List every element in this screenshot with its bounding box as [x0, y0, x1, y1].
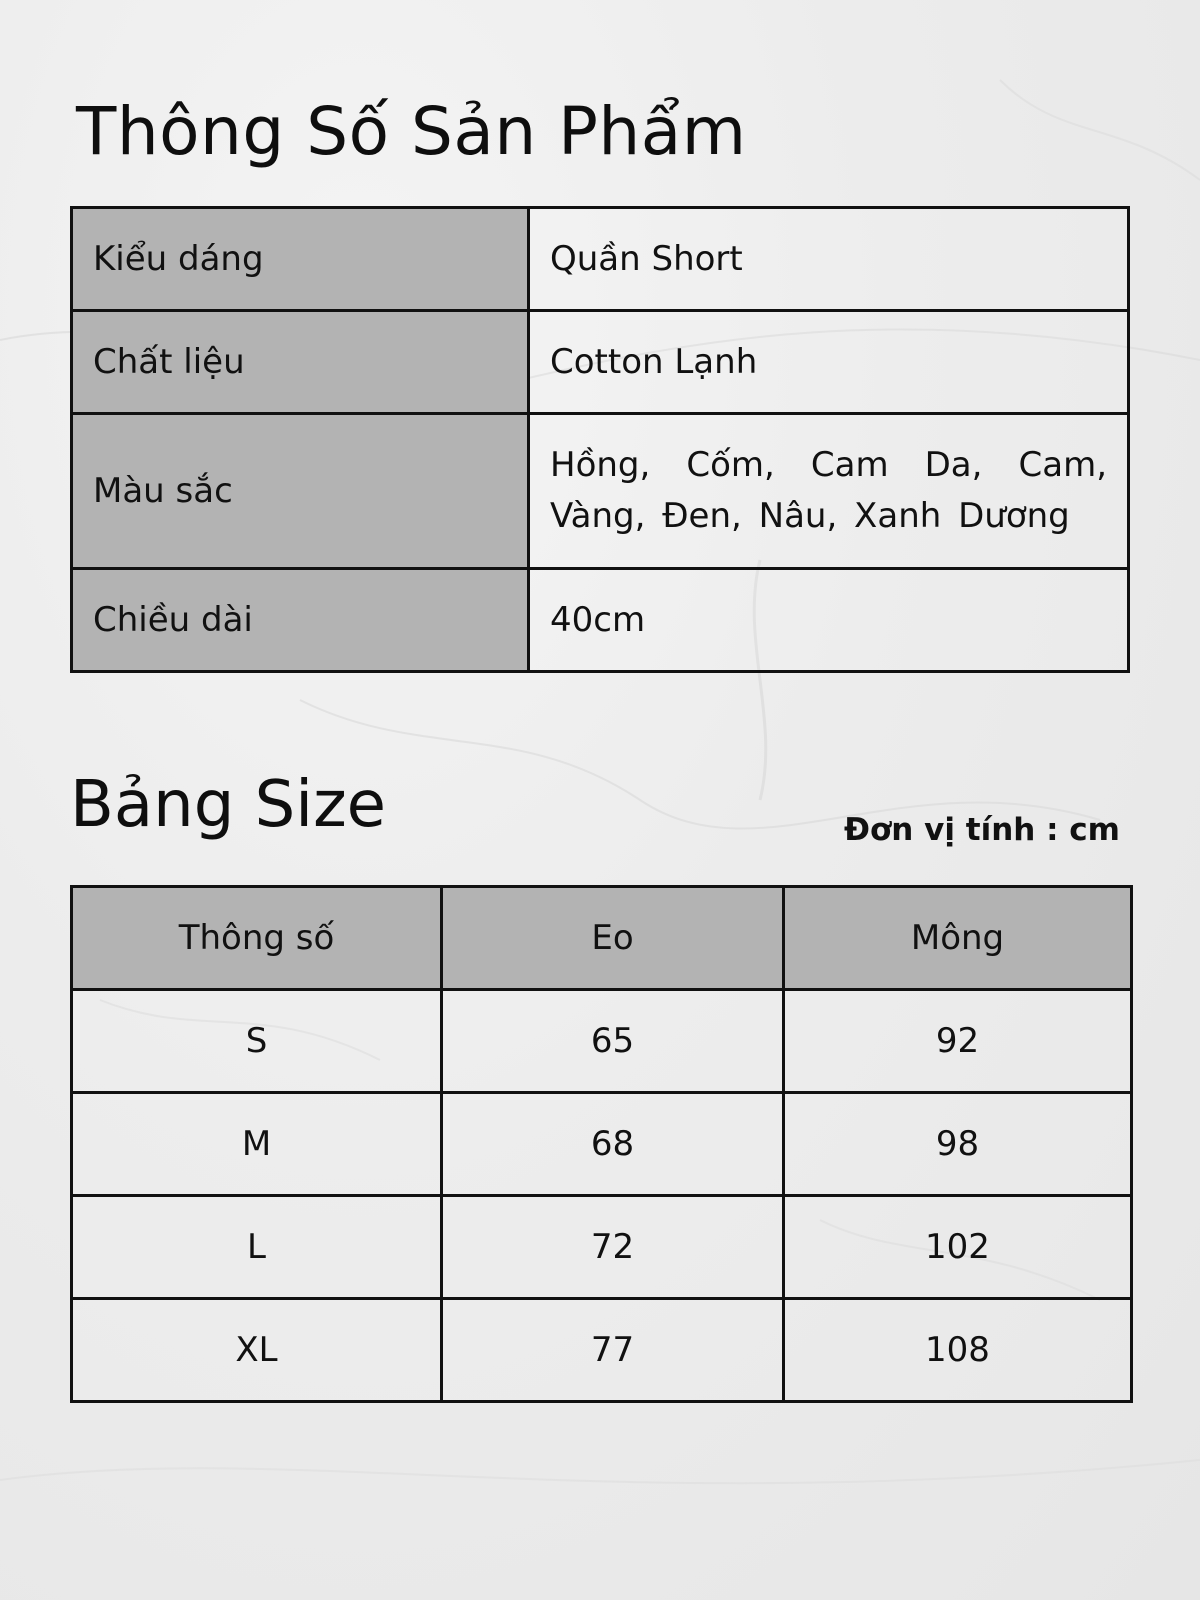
hip-cell: 108	[784, 1299, 1132, 1402]
spec-row	[72, 569, 1129, 672]
size-row	[72, 1299, 1132, 1402]
size-header-row	[72, 887, 1132, 990]
spec-value: 40cm	[529, 569, 1129, 672]
spec-row	[72, 311, 1129, 414]
hip-cell: 92	[784, 990, 1132, 1093]
size-cell: L	[72, 1196, 442, 1299]
unit-note: Đơn vị tính : cm	[843, 812, 1120, 848]
header-cell: Eo	[442, 887, 784, 990]
waist-cell: 65	[442, 990, 784, 1093]
header-cell: Thông số	[72, 887, 442, 990]
spec-label: Chất liệu	[72, 311, 529, 414]
size-cell: XL	[72, 1299, 442, 1402]
size-chart-table	[70, 885, 1133, 1403]
size-row	[72, 1196, 1132, 1299]
spec-label: Chiều dài	[72, 569, 529, 672]
hip-cell: 102	[784, 1196, 1132, 1299]
spec-label: Màu sắc	[72, 414, 529, 569]
spec-value: Hồng, Cốm, Cam Da, Cam, Vàng, Đen, Nâu, Xanh Dương	[529, 414, 1129, 569]
product-specs-table	[70, 206, 1130, 673]
spec-value: Quần Short	[529, 208, 1129, 311]
size-cell: S	[72, 990, 442, 1093]
spec-row	[72, 414, 1129, 569]
spec-label: Kiểu dáng	[72, 208, 529, 311]
size-chart-title: Bảng Size	[70, 768, 387, 842]
spec-row	[72, 208, 1129, 311]
spec-value: Cotton Lạnh	[529, 311, 1129, 414]
size-row	[72, 1093, 1132, 1196]
hip-cell: 98	[784, 1093, 1132, 1196]
size-row	[72, 990, 1132, 1093]
product-specs-title: Thông Số Sản Phẩm	[76, 93, 747, 170]
waist-cell: 72	[442, 1196, 784, 1299]
header-cell: Mông	[784, 887, 1132, 990]
waist-cell: 77	[442, 1299, 784, 1402]
waist-cell: 68	[442, 1093, 784, 1196]
size-cell: M	[72, 1093, 442, 1196]
